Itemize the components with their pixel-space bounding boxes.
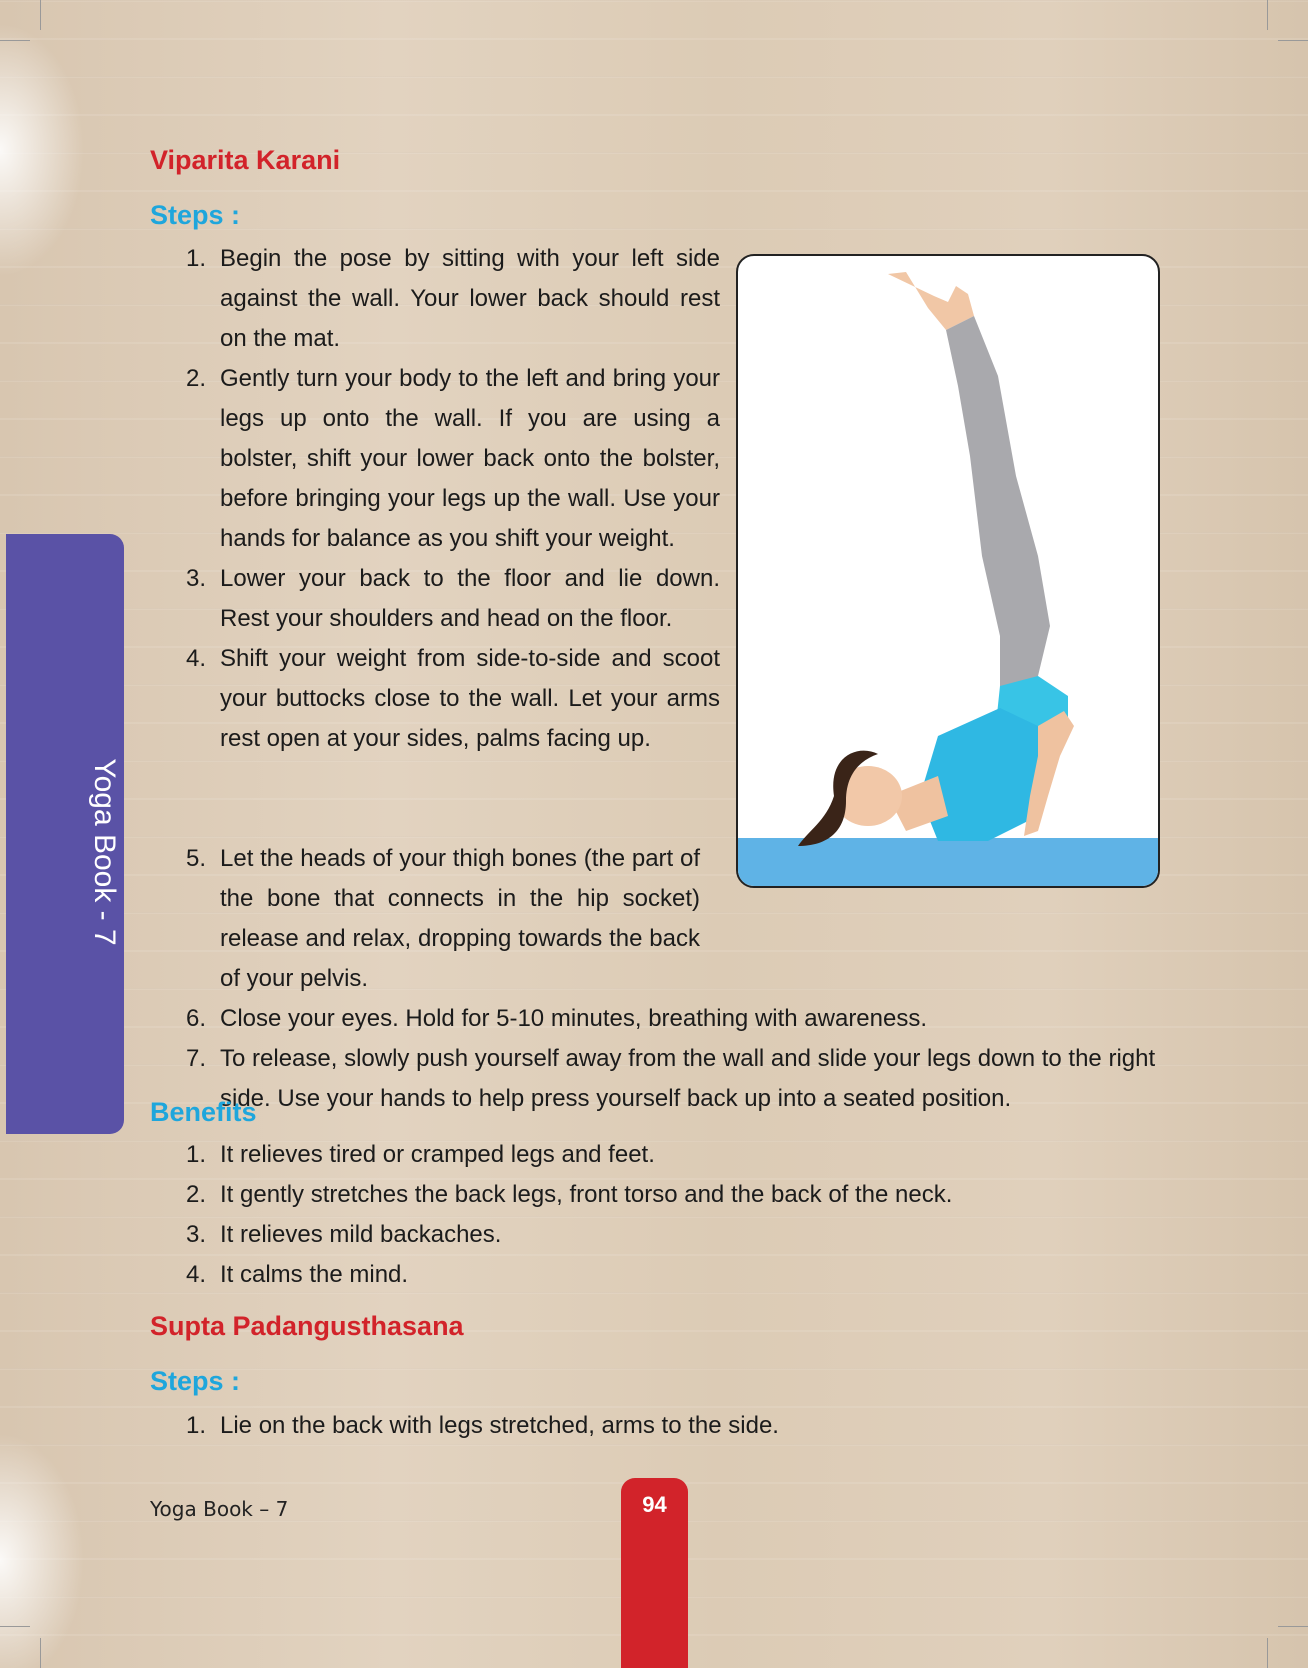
crop-mark xyxy=(40,0,41,30)
crop-mark xyxy=(40,1638,41,1668)
crop-mark xyxy=(1278,1626,1308,1627)
benefits-heading: Benefits xyxy=(150,1097,257,1127)
yoga-pose-illustration xyxy=(738,256,1158,886)
list-item: 6. Close your eyes. Hold for 5-10 minutes, breathing with awareness. xyxy=(185,1005,928,1032)
legs-leggings xyxy=(946,316,1050,704)
crop-mark xyxy=(1267,0,1268,30)
list-item: 3. Lower your back to the floor and lie down. Rest your shoulders and head on the floor. xyxy=(185,565,720,632)
page-number: 94 xyxy=(642,1492,667,1517)
steps-list-bottom xyxy=(150,839,1160,1119)
side-tab-label: Yoga Book - 7 xyxy=(88,758,121,946)
list-item: 1. Lie on the back with legs stretched, arms to the side. xyxy=(185,1412,779,1439)
benefits-list xyxy=(150,1135,1160,1295)
list-item: 7. To release, slowly push yourself away from the wall and slide your legs down to the right side. Use your hands to help press yourself back up into a seated position. xyxy=(185,1045,1156,1112)
feet xyxy=(888,272,974,330)
list-item: 2. It gently stretches the back legs, front torso and the back of the neck. xyxy=(185,1181,953,1208)
list-item: 4. Shift your weight from side-to-side and scoot your buttocks close to the wall. Let your arms rest open at your sides, palms facing up. xyxy=(185,645,720,752)
pose-title-2: Supta Padangusthasana xyxy=(150,1311,464,1341)
list-item: 1. It relieves tired or cramped legs and feet. xyxy=(185,1141,655,1168)
footer-book-label: Yoga Book – 7 xyxy=(150,1497,289,1521)
steps-list-2 xyxy=(150,1406,1160,1446)
pose-title: Viparita Karani xyxy=(150,145,341,175)
list-item: 3. It relieves mild backaches. xyxy=(185,1221,502,1248)
list-item: 4. It calms the mind. xyxy=(185,1261,409,1288)
steps-list-top xyxy=(150,239,720,759)
crop-mark xyxy=(1278,40,1308,41)
list-item: 2. Gently turn your body to the left and bring your legs up onto the wall. If you are using a bolster, shift your lower back onto the bolster, before bringing your legs up the wall. Use your hands for balance as you shift your weight. xyxy=(185,365,720,552)
crop-mark xyxy=(0,40,30,41)
viparita-karani-photo xyxy=(736,254,1160,888)
crop-mark xyxy=(0,1626,30,1627)
list-item: 1. Begin the pose by sitting with your left side against the wall. Your lower back should rest on the mat. xyxy=(185,245,720,352)
steps-heading-2: Steps : xyxy=(150,1366,241,1396)
list-item: 5. Let the heads of your thigh bones (the part of the bone that connects in the hip socket) release and relax, dropping towards the back of your pelvis. xyxy=(185,845,700,992)
steps-heading: Steps : xyxy=(150,200,241,230)
crop-mark xyxy=(1267,1638,1268,1668)
